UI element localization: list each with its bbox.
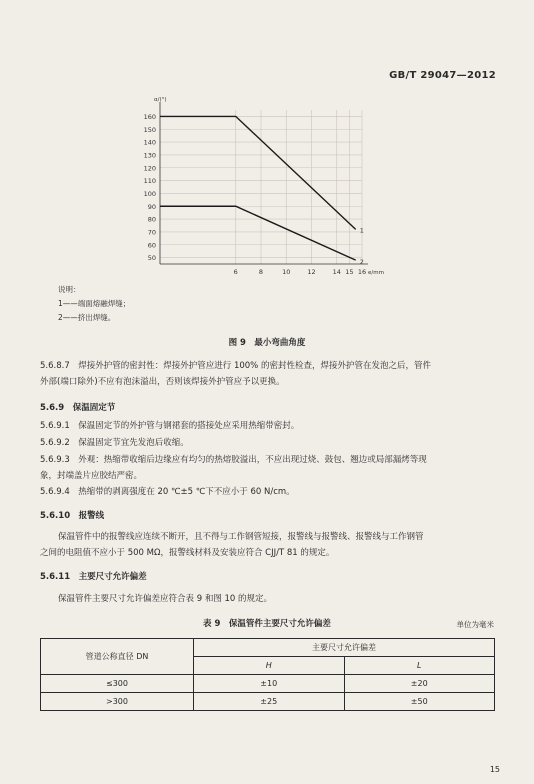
page-number: 15 (489, 765, 500, 774)
chart-svg (140, 92, 384, 284)
x-tick-label: 14 (332, 268, 341, 276)
y-tick-label: 140 (143, 138, 156, 147)
y-tick-label: 100 (143, 189, 156, 198)
para-5692: 5.6.9.2 保温固定节宜先发泡后收缩。 (40, 438, 189, 448)
cell-l: ±20 (344, 675, 495, 693)
y-tick-label: 130 (143, 151, 156, 160)
series-line-2 (160, 206, 356, 260)
x-tick-label: 16 (357, 268, 367, 276)
figure-caption: 图 9 最小弯曲角度 (228, 338, 306, 348)
x-tick-label: 6 (233, 268, 238, 276)
bend-angle-chart (140, 92, 384, 284)
note-item-2: 2——挤出焊缝。 (58, 313, 116, 322)
series-label-1: 1 (359, 226, 364, 235)
y-tick-label: 120 (143, 164, 156, 173)
figure-notes (58, 283, 130, 325)
series-label-2: 2 (359, 258, 364, 267)
y-axis-label: α/(°) (154, 97, 167, 103)
cell-dn: >300 (41, 693, 194, 711)
x-tick-label: 8 (258, 268, 264, 276)
para-5694: 5.6.9.4 热缩带的剥离强度在 20 ℃±5 ℃下不应小于 60 N/cm。 (40, 487, 295, 497)
table-row (41, 675, 495, 693)
y-tick-label: 60 (147, 241, 156, 250)
x-axis-label: e/mm (368, 270, 384, 276)
y-tick-label: 90 (147, 202, 156, 211)
para-5687-line1: 5.6.8.7 焊接外护管的密封性：焊接外护管应进行 100% 的密封性检查，焊接外护管在发泡之后，管件 (40, 361, 431, 371)
header-l: L (344, 657, 495, 675)
standard-code: GB/T 29047—2012 (389, 70, 496, 81)
x-tick-label: 15 (345, 268, 354, 276)
header-deviation: 主要尺寸允许偏差 (194, 639, 495, 657)
tolerance-table (40, 638, 495, 711)
x-tick-label: 10 (282, 268, 291, 276)
para-5610-line1: 保温管件中的报警线应连续不断开，且不得与工作钢管短接，报警线与报警线、报警线与工作钢管 (58, 532, 424, 542)
table-caption: 表 9 保温管件主要尺寸允许偏差 (203, 619, 331, 629)
section-569-heading: 5.6.9 保温固定节 (40, 403, 116, 413)
para-5610-line2: 之间的电阻值不应小于 500 MΩ，报警线材料及安装应符合 CJJ/T 81 的规定。 (40, 548, 335, 558)
para-5693-line2: 象，封端盖片应胶结严密。 (40, 471, 143, 481)
cell-h: ±10 (194, 675, 345, 693)
table-row (41, 693, 495, 711)
para-5691: 5.6.9.1 保温固定节的外护管与钢裙套的搭接处应采用热缩带密封。 (40, 421, 300, 431)
y-tick-label: 80 (147, 215, 156, 224)
cell-h: ±25 (194, 693, 345, 711)
notes-title: 说明： (58, 285, 81, 294)
section-5611-heading: 5.6.11 主要尺寸允许偏差 (40, 572, 147, 582)
cell-l: ±50 (344, 693, 495, 711)
y-tick-label: 160 (143, 112, 156, 121)
header-dn: 管道公称直径 DN (41, 639, 194, 675)
y-tick-label: 70 (147, 228, 156, 237)
para-5693-line1: 5.6.9.3 外观：热缩带收缩后边缘应有均匀的热熔胶溢出，不应出现过烧、鼓包、翘边或局部漏烤等现 (40, 455, 427, 465)
cell-dn: ≤300 (41, 675, 194, 693)
header-h: H (194, 657, 345, 675)
para-5687-line2: 外部(端口除外)不应有泡沫溢出，否则该焊接外护管应予以更换。 (40, 377, 285, 387)
table-unit: 单位为毫米 (456, 620, 494, 629)
y-tick-label: 110 (143, 177, 156, 186)
para-5611: 保温管件主要尺寸允许偏差应符合表 9 和图 10 的规定。 (58, 594, 273, 604)
note-item-1: 1——端面熔融焊缝； (58, 299, 131, 308)
section-5610-heading: 5.6.10 报警线 (40, 511, 105, 521)
y-tick-label: 150 (143, 125, 156, 134)
x-tick-label: 12 (307, 268, 316, 276)
series-line-1 (160, 116, 356, 229)
y-tick-label: 50 (147, 254, 156, 263)
